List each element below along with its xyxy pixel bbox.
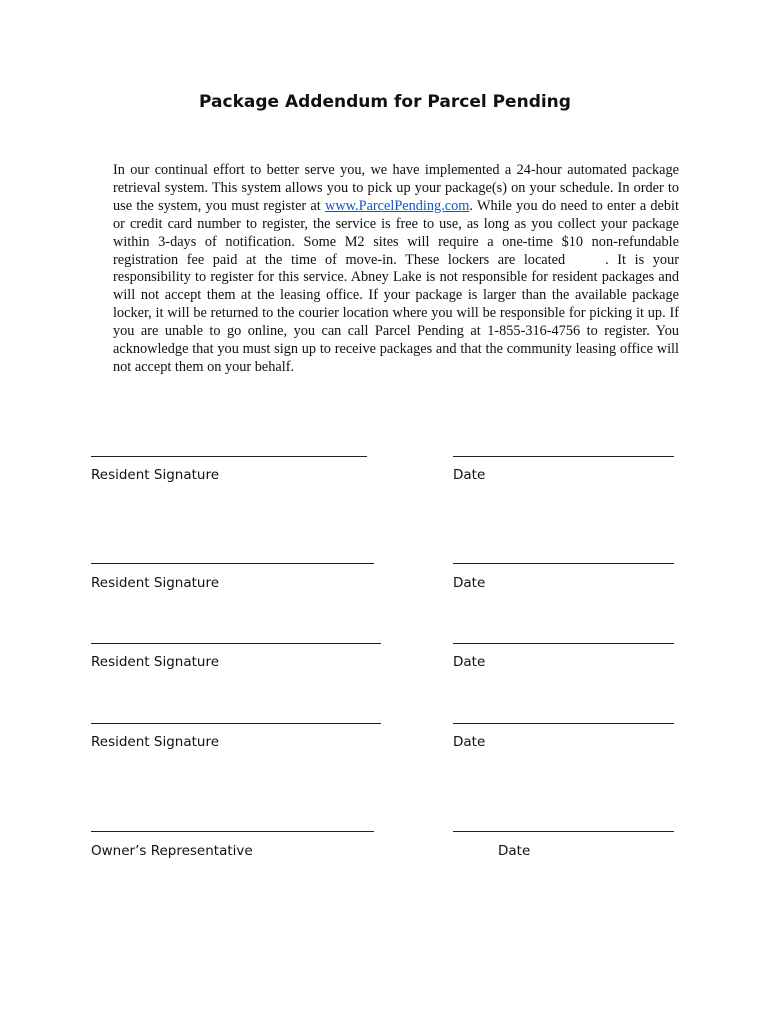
addendum-paragraph [113,162,679,377]
signature-line-4[interactable] [91,723,381,724]
parcel-pending-link[interactable]: www.ParcelPending.com [325,197,470,214]
signature-line-1[interactable] [91,456,367,457]
paragraph-text-3: . It is your responsibility to register for this service. Abney Lake is not responsible for resident packages and will not accept them at the leasing office. If your package is larger than the available package locker, it will be returned to the courier location where you will be responsible for picking it up. If you are unable to go online, you can call Parcel Pending at 1-855-316-4756 to register. You acknowledge that you must sign up to receive packages and that the community leasing office will not accept them on your behalf. [113,251,679,375]
date-line-4[interactable] [453,723,674,724]
signature-line-2[interactable] [91,563,374,564]
owner-signature-line[interactable] [91,831,374,832]
date-label-3: Date [453,654,486,670]
date-label-2: Date [453,575,486,591]
paragraph-text-2: . While you do need to enter a debit or credit card number to register, the service is free to use, as long as you collect your package within 3-days of notification. Some M2 sites will require a one-time $10 non-refundable registration fee paid at the time of move-in. These lockers are located [113,197,679,268]
date-line-1[interactable] [453,456,674,457]
owner-date-line[interactable] [453,831,674,832]
signature-line-3[interactable] [91,643,381,644]
date-line-3[interactable] [453,643,674,644]
paragraph-text-1: In our continual effort to better serve you, we have implemented a 24-hour automated package retrieval system. This system allows you to pick up your package(s) on your schedule. In order to use the system, you must register at [113,162,679,214]
owner-representative-label: Owner’s Representative [91,843,253,859]
date-label-1: Date [453,467,486,483]
resident-signature-label-3: Resident Signature [91,654,220,670]
date-label-4: Date [453,734,486,750]
document-title: Package Addendum for Parcel Pending [199,92,571,112]
date-line-2[interactable] [453,563,674,564]
resident-signature-label-4: Resident Signature [91,734,220,750]
resident-signature-label-2: Resident Signature [91,575,220,591]
resident-signature-label-1: Resident Signature [91,467,220,483]
owner-date-label: Date [498,843,531,859]
